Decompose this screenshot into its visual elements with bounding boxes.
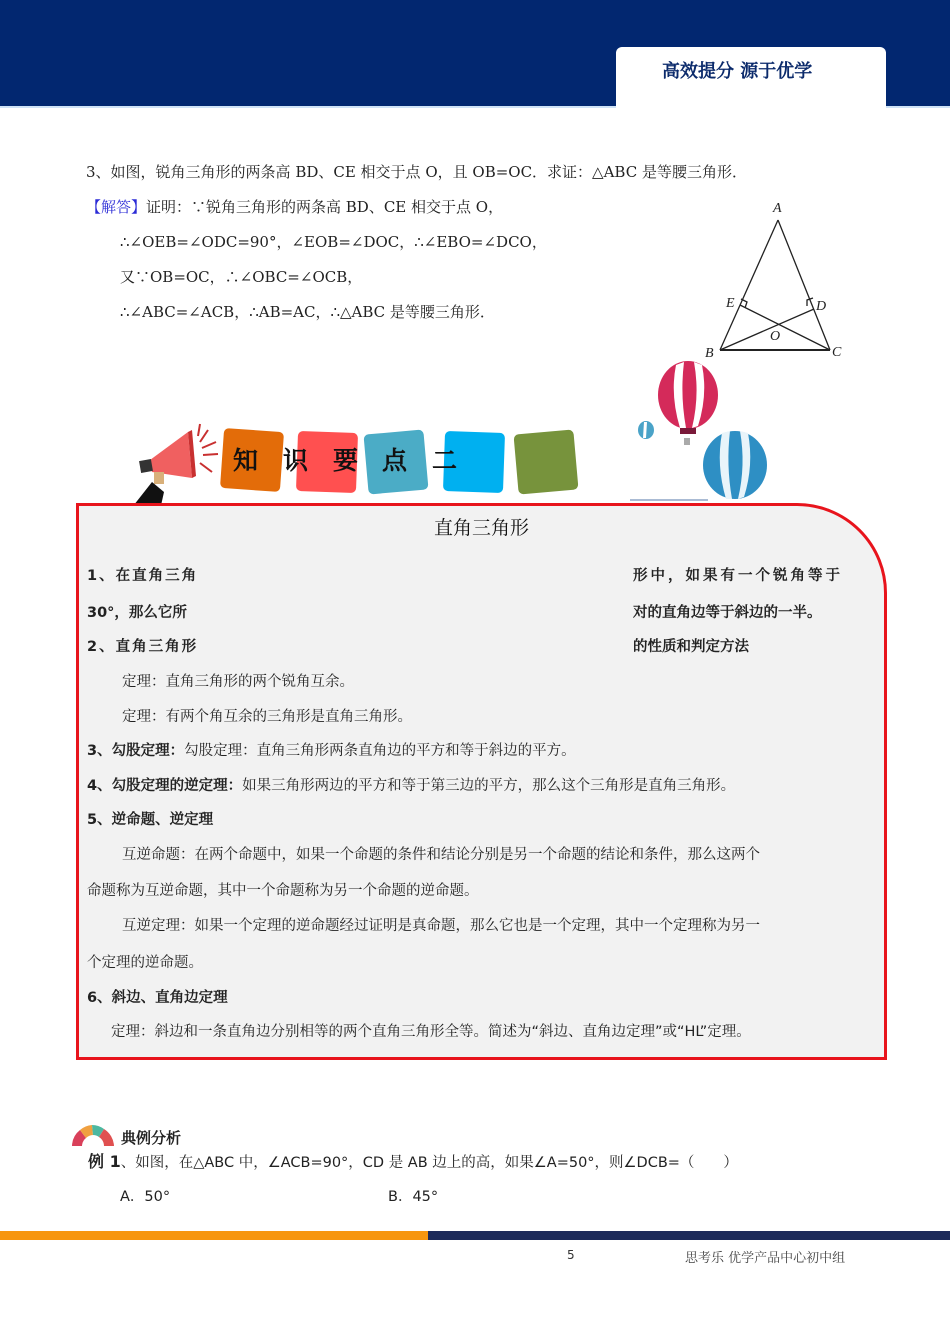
megaphone-icon	[130, 420, 225, 510]
problem3-question: 3、如图，锐角三角形的两条高 BD、CE 相交于点 O，且 OB=OC．求证：△ABC 是等腰三角形．	[86, 163, 747, 181]
knowledge-box	[76, 503, 887, 1060]
item1-right-b: 对的直角边等于斜边的一半。	[633, 605, 822, 621]
example1-label: 例 1	[88, 1152, 121, 1171]
label-A: A	[773, 201, 782, 216]
slogan-text: 高效提分 源于优学	[662, 61, 813, 82]
item5-p2-line1: 互逆定理：如果一个定理的逆命题经过证明是真命题，那么它也是一个定理，其中一个定理称为另一	[122, 918, 760, 934]
answer-label: 【解答】	[86, 198, 147, 216]
example1-option-a: A．50°	[120, 1189, 171, 1205]
banner-char-1: 知	[233, 446, 259, 475]
footer-bar-orange	[0, 1231, 428, 1240]
label-C: C	[832, 345, 842, 360]
item5-p2-line2: 个定理的逆命题。	[87, 955, 203, 971]
banner-char-4: 点	[382, 446, 408, 475]
problem3-answer-line-2: ∴∠OEB=∠ODC=90°，∠EOB=∠DOC，∴∠EBO=∠DCO，	[120, 233, 547, 251]
box-title: 直角三角形	[433, 517, 529, 539]
label-O: O	[770, 329, 781, 344]
item2-left: 2、直角三角形	[87, 639, 199, 655]
theorem-2: 定理：有两个角互余的三角形是直角三角形。	[122, 709, 412, 725]
problem3-answer-line-1: 【解答】证明：∵锐角三角形的两条高 BD、CE 相交于点 O，	[86, 198, 504, 216]
footer-bar-navy	[428, 1231, 950, 1240]
small-balloon-icon	[638, 421, 654, 439]
rainbow-arc-icon	[70, 1124, 116, 1146]
banner-char-2: 识	[283, 446, 309, 475]
banner-char-5: 二	[432, 446, 458, 475]
knowledge-banner	[130, 420, 600, 510]
theorem-1: 定理：直角三角形的两个锐角互余。	[122, 674, 354, 690]
problem3-answer-line-3: 又∵OB=OC，∴∠OBC=∠OCB，	[120, 268, 363, 286]
item1-left-b: 30°，那么它所	[87, 605, 187, 621]
slogan-tab	[616, 47, 886, 108]
red-balloon-icon	[658, 361, 718, 445]
item3: 3、勾股定理：勾股定理：直角三角形两条直角边的平方和等于斜边的平方。	[87, 743, 576, 759]
item6-text: 定理：斜边和一条直角边分别相等的两个直角三角形全等。简述为“斜边、直角边定理”或“HL”定理。	[111, 1024, 751, 1040]
banner-tile-5	[513, 429, 578, 494]
item1-left-a: 1、在直角三角	[87, 568, 199, 584]
item6-heading: 6、斜边、直角边定理	[87, 990, 228, 1006]
page-number: 5	[567, 1248, 575, 1262]
item5-p1-line1: 互逆命题：在两个命题中，如果一个命题的条件和结论分别是另一个命题的结论和条件，那么这两个	[122, 847, 760, 863]
item5-p1-line2: 命题称为互逆命题，其中一个命题称为另一个命题的逆命题。	[87, 883, 479, 899]
label-D: D	[816, 299, 827, 314]
item1-right-a: 形中，如果有一个锐角等于	[633, 568, 843, 584]
example1-option-b: B．45°	[388, 1189, 439, 1205]
footer-org: 思考乐 优学产品中心初中组	[685, 1251, 846, 1266]
label-E: E	[726, 296, 735, 311]
blue-balloon-icon	[703, 431, 767, 499]
item4: 4、勾股定理的逆定理：如果三角形两边的平方和等于第三边的平方，那么这个三角形是直角三角形。	[87, 778, 736, 794]
item2-right: 的性质和判定方法	[633, 639, 749, 655]
example1-question: 例 1、如图，在△ABC 中，∠ACB=90°，CD 是 AB 边上的高，如果∠A=50°，则∠DCB=（ ）	[88, 1152, 738, 1171]
banner-char-3: 要	[333, 446, 359, 475]
examples-section-title: 典例分析	[121, 1129, 182, 1147]
hot-air-balloons-image	[630, 360, 800, 505]
item5-heading: 5、逆命题、逆定理	[87, 812, 214, 828]
label-B: B	[705, 346, 714, 361]
triangle-figure	[690, 192, 865, 367]
problem3-answer-line-4: ∴∠ABC=∠ACB，∴AB=AC，∴△ABC 是等腰三角形．	[120, 303, 495, 321]
